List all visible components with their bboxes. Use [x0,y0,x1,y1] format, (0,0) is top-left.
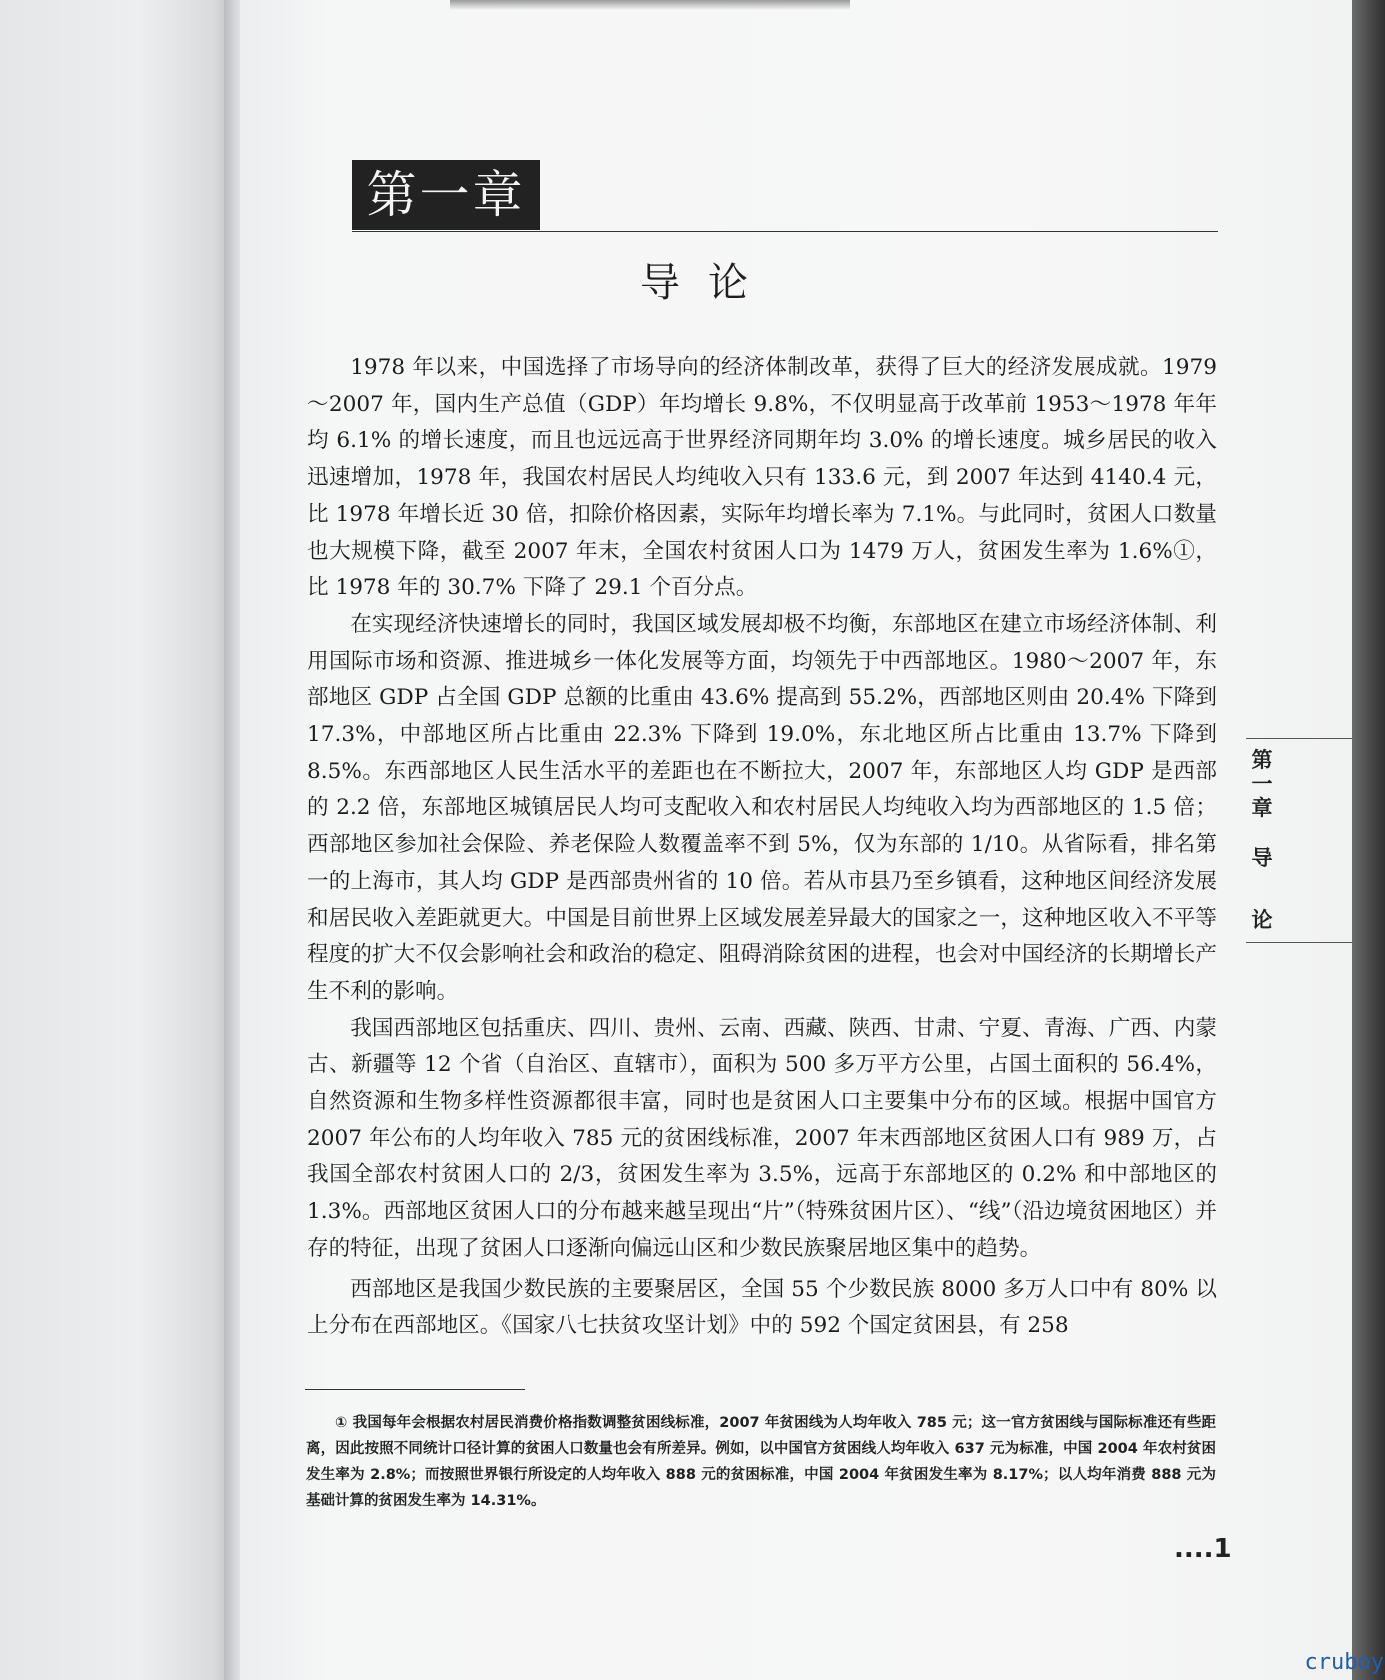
side-chapter-tab [1248,748,1276,934]
page-number: ....1 [1174,1534,1232,1564]
body-text [307,350,1217,1345]
side-tab-rule-top [1246,738,1352,739]
side-tab-char-lun: 论 [1251,908,1273,932]
paragraph: 西部地区是我国少数民族的主要聚居区，全国 55 个少数民族 8000 多万人口中有 80% 以上分布在西部地区。《国家八七扶贫攻坚计划》中的 592 个国定贫困县，有 258 [307,1276,1217,1339]
side-tab-rule-bottom [1246,942,1352,943]
footnote-rule [305,1389,525,1390]
side-tab-char-dao: 导 [1251,846,1273,870]
scan-border-right [1352,0,1385,1680]
footnote: ① 我国每年会根据农村居民消费价格指数调整贫困线标准，2007 年贫困线为人均年收入 785 元；这一官方贫困线与国际标准还有些距离，因此按照不同统计口径计算的贫困人口数量也会有所差异。例如，以中国官方贫困线人均年收入 637 元为标准，中国 2004 年农村贫困发生率为 2.8%；而按照世界银行所设定的人均年收入 888 元的贫困标准，中国 2004 年贫困发生率为 8.17%；以人均年消费 888 元为基础计算的贫困发生率为 14.31%。 [306,1415,1216,1509]
blank-left-page [0,0,232,1680]
paragraph: 我国西部地区包括重庆、四川、贵州、云南、西藏、陕西、甘肃、宁夏、青海、广西、内蒙古、新疆等 12 个省（自治区、直辖市），面积为 500 多万平方公里，占国土面积的 56.4%，自然资源和生物多样性资源都很丰富，同时也是贫困人口主要集中分布的区域。根据中国官方 2007 年公布的人均年收入 785 元的贫困线标准，2007 年末西部地区贫困人口有 989 万，占我国全部农村贫困人口的 2/3，贫困发生率为 3.5%，远高于东部地区的 0.2% 和中部地区的 1.3%。西部地区贫困人口的分布越来越呈现出“片”（特殊贫困片区）、“线”（沿边境贫困地区）并存的特征，出现了贫困人口逐渐向偏远山区和少数民族聚居地区集中的趋势。 [307,1015,1217,1261]
paragraph: 1978 年以来，中国选择了市场导向的经济体制改革，获得了巨大的经济发展成就。1979～2007 年，国内生产总值（GDP）年均增长 9.8%，不仅明显高于改革前 1953～1978 年年均 6.1% 的增长速度，而且也远远高于世界经济同期年均 3.0% 的增长速度。城乡居民的收入迅速增加，1978 年，我国农村居民人均纯收入只有 133.6 元，到 2007 年达到 4140.4 元，比 1978 年增长近 30 倍，扣除价格因素，实际年均增长率为 7.1%。与此同时，贫困人口数量也大规模下降，截至 2007 年末，全国农村贫困人口为 1479 万人，贫困发生率为 1.6%①，比 1978 年的 30.7% 下降了 29.1 个百分点。 [307,355,1217,601]
scan-top-shade [450,0,850,10]
chapter-label: 第一章 [352,160,540,230]
scanner-watermark: cruboy [1304,1650,1384,1675]
chapter-rule [352,231,1218,232]
chapter-title: 导论 [640,260,776,306]
paragraph: 在实现经济快速增长的同时，我国区域发展却极不均衡，东部地区在建立市场经济体制、利用国际市场和资源、推进城乡一体化发展等方面，均领先于中西部地区。1980～2007 年，东部地区 GDP 占全国 GDP 总额的比重由 43.6% 提高到 55.2%，西部地区则由 20.4% 下降到 17.3%，中部地区所占比重由 22.3% 下降到 19.0%，东北地区所占比重由 13.7% 下降到 8.5%。东西部地区人民生活水平的差距也在不断拉大，2007 年，东部地区人均 GDP 是西部的 2.2 倍，东部地区城镇居民人均可支配收入和农村居民人均纯收入均为西部地区的 1.5 倍；西部地区参加社会保险、养老保险人数覆盖率不到 5%，仅为东部的 1/10。从省际看，排名第一的上海市，其人均 GDP 是西部贵州省的 10 倍。若从市县乃至乡镇看，这种地区间经济发展和居民收入差距就更大。中国是目前世界上区域发展差异最大的国家之一，这种地区收入不平等程度的扩大不仅会影响社会和政治的稳定、阻碍消除贫困的进程，也会对中国经济的长期增长产生不利的影响。 [307,611,1218,1004]
side-tab-chapter: 第 一 章 [1251,748,1273,820]
